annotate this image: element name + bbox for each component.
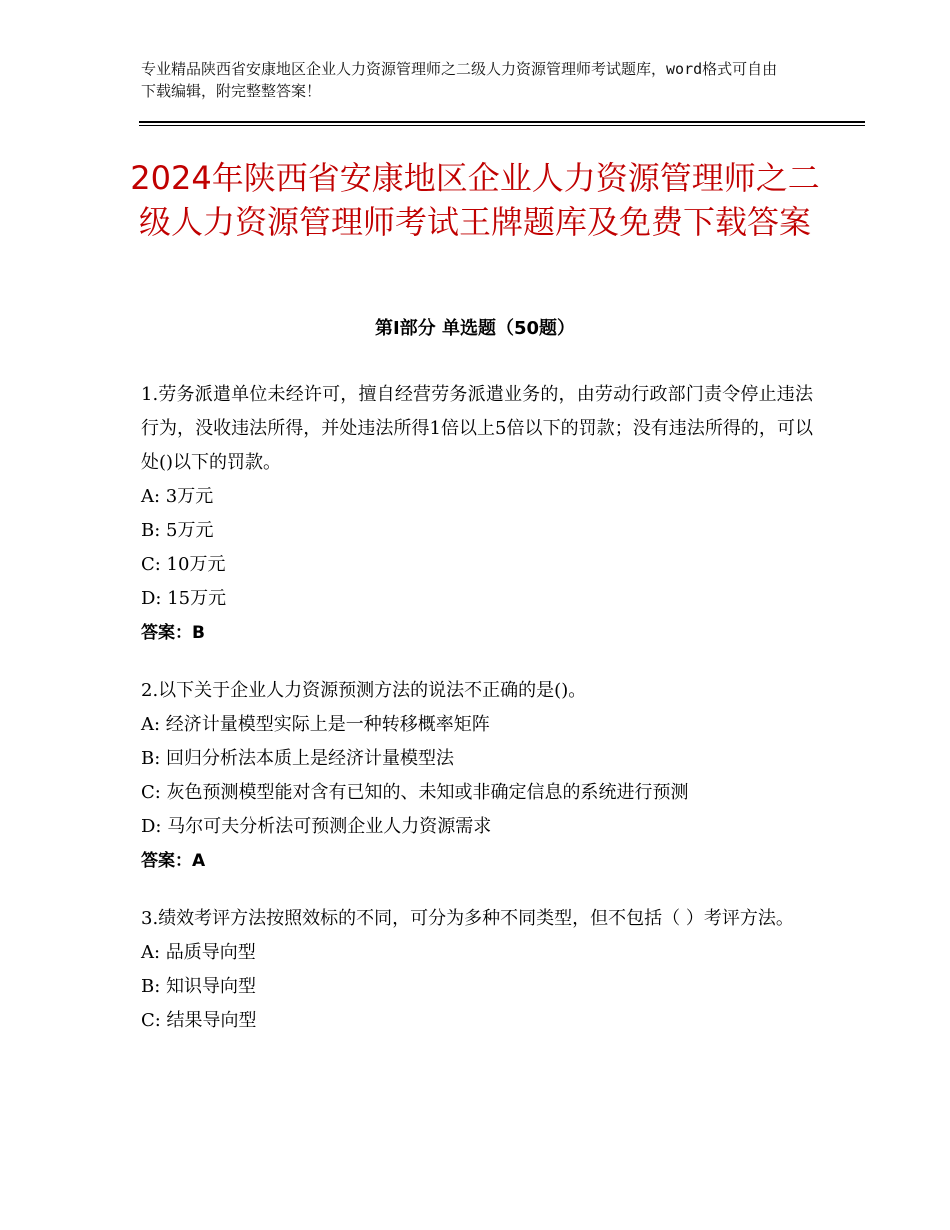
- question-1: [141, 378, 813, 650]
- answer-line: 答案：B: [141, 623, 205, 643]
- option-c: C: 10万元: [141, 554, 226, 575]
- option-b: B: 5万元: [141, 520, 214, 541]
- question-2: [141, 674, 813, 878]
- header-divider-thick: [139, 121, 865, 123]
- question-stem: 2.以下关于企业人力资源预测方法的说法不正确的是()。: [141, 680, 587, 701]
- option-b: B: 知识导向型: [141, 976, 257, 997]
- question-list: [141, 378, 813, 1062]
- question-stem: 3.绩效考评方法按照效标的不同，可分为多种不同类型，但不包括（ ）考评方法。: [141, 908, 794, 929]
- header-note: 专业精品陕西省安康地区企业人力资源管理师之二级人力资源管理师考试题库，word格式可自由下载编辑，附完整整答案！: [141, 60, 778, 100]
- answer-line: 答案：A: [141, 851, 206, 871]
- question-3: [141, 902, 813, 1038]
- section-heading: 第Ⅰ部分 单选题（50题）: [374, 318, 575, 339]
- option-a: A: 品质导向型: [141, 942, 256, 963]
- header-divider-thin: [139, 125, 865, 126]
- question-stem: 1.劳务派遣单位未经许可，擅自经营劳务派遣业务的，由劳动行政部门责令停止违法行为，没收违法所得，并处违法所得1倍以上5倍以下的罚款；没有违法所得的，可以处()以下的罚款。: [141, 384, 813, 473]
- option-c: C: 灰色预测模型能对含有已知的、未知或非确定信息的系统进行预测: [141, 782, 689, 803]
- document-title: 2024年陕西省安康地区企业人力资源管理师之二级人力资源管理师考试王牌题库及免费下载答案: [130, 159, 820, 241]
- option-d: D: 15万元: [141, 588, 227, 609]
- option-b: B: 回归分析法本质上是经济计量模型法: [141, 748, 455, 769]
- option-d: D: 马尔可夫分析法可预测企业人力资源需求: [141, 816, 492, 837]
- option-a: A: 3万元: [141, 486, 214, 507]
- option-a: A: 经济计量模型实际上是一种转移概率矩阵: [141, 714, 490, 735]
- option-c: C: 结果导向型: [141, 1010, 257, 1031]
